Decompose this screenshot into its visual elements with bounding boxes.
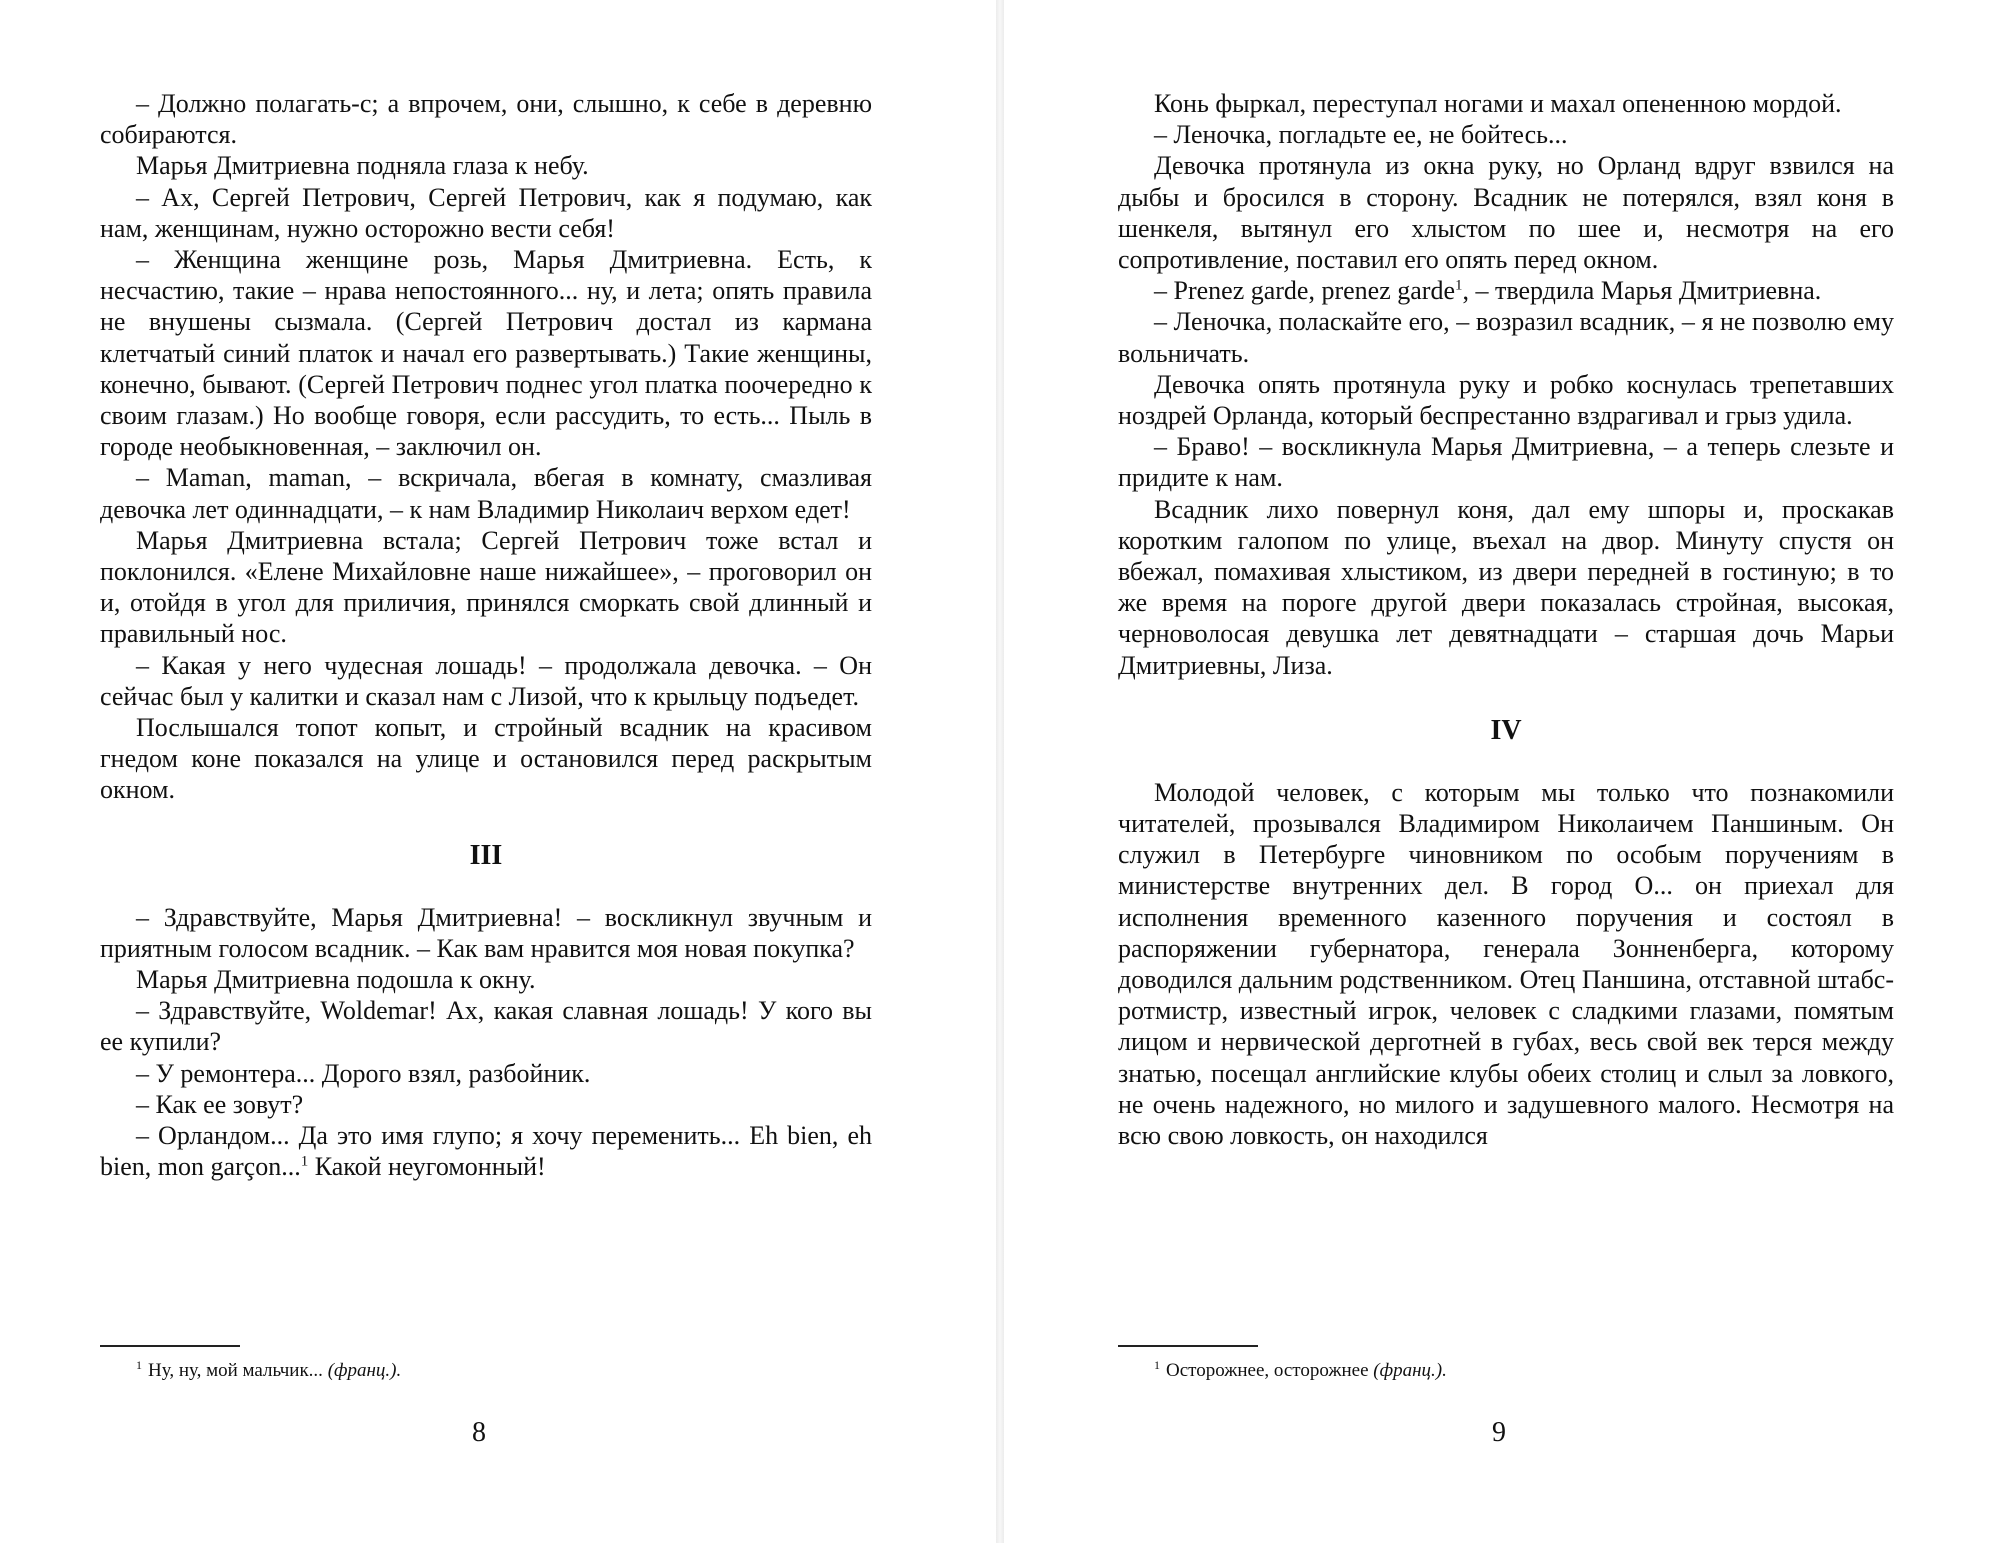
paragraph: Марья Дмитриевна встала; Сергей Петрович тоже встал и поклонился. «Елене Михайловне наше нижайшее», – проговорил он и, отойдя в угол для приличия, принялся сморкать свой длинный и правильный нос.: [100, 525, 872, 649]
paragraph: – Здравствуйте, Woldemar! Ах, какая славная лошадь! У кого вы ее купили?: [100, 996, 872, 1057]
paragraph-text: – Орландом... Да это имя глупо; я хочу переменить... Eh bien, eh bien, mon garçon...: [100, 1121, 872, 1182]
footnote-text: Осторожнее, осторожнее: [1166, 1360, 1374, 1381]
footnote-reference: 1: [1455, 277, 1463, 294]
paragraph: – Maman, maman, – вскричала, вбегая в комнату, смазливая девочка лет одиннадцати, – к нам Владимир Николаич верхом едет!: [100, 463, 872, 524]
paragraph: Девочка протянула из окна руку, но Орланд вдруг взвился на дыбы и бросился в сторону. Всадник не потерялся, взял коня в шенкеля, вытянул его хлыстом по шее и, несмотря на его сопротивление, поставил его опять перед окном.: [1118, 151, 1894, 275]
paragraph: – У ремонтера... Дорого взял, разбойник.: [136, 1058, 591, 1088]
paragraph: [1118, 275, 1894, 306]
paragraph-text: , – твердила Марья Дмитриевна.: [1462, 276, 1822, 306]
paragraph: – Какая у него чудесная лошадь! – продолжала девочка. – Он сейчас был у калитки и сказал нам с Лизой, что к крыльцу подъедет.: [100, 650, 872, 711]
paragraph: – Леночка, поласкайте его, – возразил всадник, – я не позволю ему вольничать.: [1118, 307, 1894, 368]
chapter-heading: IV: [1490, 714, 1522, 746]
footnote-language: (франц.).: [1373, 1360, 1447, 1381]
footnote-divider: [1118, 1345, 1258, 1347]
paragraph: [100, 1120, 872, 1182]
right-page-text: [1118, 88, 1894, 1151]
paragraph: – Браво! – воскликнула Марья Дмитриевна, – а теперь слезьте и придите к нам.: [1118, 432, 1894, 493]
paragraph: – Женщина женщине розь, Марья Дмитриевна. Есть, к несчастию, такие – нрава непостоянного... ну, и лета; опять правила не внушены сызмала. (Сергей Петрович достал из кармана клетчатый синий платок и начал его развертывать.) Такие женщины, конечно, бывают. (Сергей Петрович поднес угол платка поочередно к своим глазам.) Но вообще говоря, если рассудить, то есть... Пыль в городе необыкновенная, – заключил он.: [100, 245, 872, 462]
footnote-divider: [100, 1345, 240, 1347]
left-page-text: [100, 88, 872, 1183]
paragraph: Послышался топот копыт, и стройный всадник на красивом гнедом коне показался на улице и остановился перед раскрытым окном.: [100, 713, 872, 805]
left-page: [0, 0, 996, 1543]
paragraph-text: – Prenez garde, prenez garde: [1154, 276, 1455, 306]
chapter-heading: III: [469, 839, 503, 871]
footnote-text: Ну, ну, мой мальчик...: [148, 1360, 328, 1381]
footnote-marker: 1: [136, 1357, 142, 1372]
footnote-language: (франц.).: [327, 1360, 402, 1381]
footnote: [136, 1359, 401, 1383]
paragraph: – Леночка, погладьте ее, не бойтесь...: [1154, 120, 1568, 150]
paragraph: – Здравствуйте, Марья Дмитриевна! – воскликнул звучным и приятным голосом всадник. – Как вам нравится моя новая покупка?: [100, 902, 872, 963]
paragraph: Молодой человек, с которым мы только что познакомили читателей, прозывался Владимиром Николаичем Паншиным. Он служил в Петербурге чиновником по особым поручениям в министерстве внутренних дел. В город О... он приехал для исполнения временного казенного поручения и состоял в распоряжении губернатора, генерала Зонненберга, которому доводился дальним родственником. Отец Паншина, отставной штабс-ротмистр, известный игрок, человек с сладкими глазами, помятым лицом и нервической дерготней в губах, весь свой век терся между знатью, посещал английские клубы обеих столиц и слыл за ловкого, не очень надежного, но милого и задушевного малого. Несмотря на всю свою ловкость, он находился: [1118, 777, 1894, 1151]
right-page: [1004, 0, 2000, 1543]
paragraph: – Ах, Сергей Петрович, Сергей Петрович, как я подумаю, как нам, женщинам, нужно осторожно вести себя!: [100, 182, 872, 243]
paragraph: Конь фыркал, переступал ногами и махал опененною мордой.: [1154, 89, 1842, 118]
book-gutter: [996, 0, 1004, 1543]
paragraph: Марья Дмитриевна подошла к окну.: [136, 965, 536, 995]
footnote-reference: 1: [300, 1153, 309, 1170]
paragraph-text: Какой неугомонный!: [308, 1152, 546, 1182]
paragraph: – Должно полагать-с; а впрочем, они, слышно, к себе в деревню собираются.: [100, 89, 872, 150]
page-number: 8: [472, 1417, 486, 1448]
paragraph: – Как ее зовут?: [136, 1089, 304, 1119]
paragraph: Марья Дмитриевна подняла глаза к небу.: [136, 151, 589, 181]
page-number: 9: [1492, 1417, 1506, 1448]
paragraph: Всадник лихо повернул коня, дал ему шпоры и, проскакав коротким галопом по улице, въехал на двор. Минуту спустя он вбежал, помахивая хлыстиком, из двери передней в гостиную; в то же время на пороге другой двери показалась стройная, высокая, черноволосая девушка лет девятнадцати – старшая дочь Марьи Дмитриевны, Лиза.: [1118, 494, 1894, 680]
footnote: [1154, 1359, 1447, 1383]
paragraph: Девочка опять протянула руку и робко коснулась трепетавших ноздрей Орланда, который беспрестанно вздрагивал и грыз удила.: [1118, 369, 1894, 431]
footnote-marker: 1: [1154, 1357, 1160, 1372]
